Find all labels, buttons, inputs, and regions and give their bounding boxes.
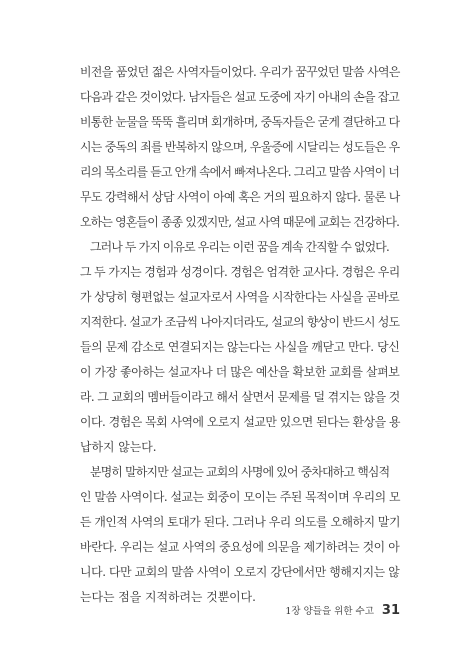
text-line: 다음과 같은 것이었다. 남자들은 설교 도중에 자기 아내의 손을 잡고 [80, 90, 400, 104]
text-line: 이 가장 좋아하는 설교자나 더 많은 예산을 확보한 교회를 살펴보 [80, 365, 400, 379]
text-line: 납하지 않는다. [80, 440, 157, 454]
text-line: 니다. 다만 교회의 말씀 사역이 오로지 강단에서만 행해지지는 않 [80, 565, 400, 579]
running-footer-chapter-title: 1장 양들을 위한 수고 [285, 606, 374, 617]
text-line: 라. 그 교회의 멤버들이라고 해서 살면서 문제를 덜 겪지는 않을 것 [80, 390, 400, 404]
text-line: 리의 목소리를 듣고 안개 속에서 빠져나온다. 그리고 말씀 사역이 너 [80, 165, 400, 179]
text-line: 이다. 경험은 목회 사역에 오로지 설교만 있으면 된다는 환상을 용 [80, 415, 400, 429]
text-line: 가 상당히 형편없는 설교자로서 사역을 시작한다는 사실을 곧바로 [80, 290, 400, 304]
text-line: 무도 강력해서 상담 사역이 아예 혹은 거의 필요하지 않다. 물론 나 [80, 190, 400, 204]
text-line: 는다는 점을 지적하려는 것뿐이다. [80, 590, 256, 604]
page-number: 31 [381, 603, 400, 618]
text-line: 비전을 품었던 젊은 사역자들이었다. 우리가 꿈꾸었던 말씀 사역은 [80, 65, 400, 79]
text-line: 비통한 눈물을 뚝뚝 흘리며 회개하며, 중독자들은 굳게 결단하고 다 [80, 115, 400, 129]
text-line: 그러나 두 가지 이유로 우리는 이런 꿈을 계속 간직할 수 없었다. [90, 240, 389, 254]
text-line: 그 두 가지는 경험과 성경이다. 경험은 엄격한 교사다. 경험은 우리 [80, 265, 400, 279]
text-line: 오하는 영혼들이 종종 있겠지만, 설교 사역 때문에 교회는 건강하다. [80, 215, 400, 229]
page-footer [285, 603, 400, 625]
text-line: 분명히 말하지만 설교는 교회의 사명에 있어 중차대하고 핵심적 [90, 465, 390, 479]
text-line: 인 말씀 사역이다. 설교는 회중이 모이는 주된 목적이며 우리의 모 [80, 490, 400, 504]
text-line: 든 개인적 사역의 토대가 된다. 그러나 우리 의도를 오해하지 말기 [80, 515, 400, 529]
text-line: 지적한다. 설교가 조금씩 나아지더라도, 설교의 향상이 반드시 성도 [80, 315, 400, 329]
text-line: 들의 문제 감소로 연결되지는 않는다는 사실을 깨닫고 만다. 당신 [80, 340, 400, 354]
text-line: 시는 중독의 죄를 반복하지 않으며, 우울증에 시달리는 성도들은 우 [80, 140, 400, 154]
text-line: 바란다. 우리는 설교 사역의 중요성에 의문을 제기하려는 것이 아 [80, 540, 400, 554]
body-text [80, 60, 400, 610]
